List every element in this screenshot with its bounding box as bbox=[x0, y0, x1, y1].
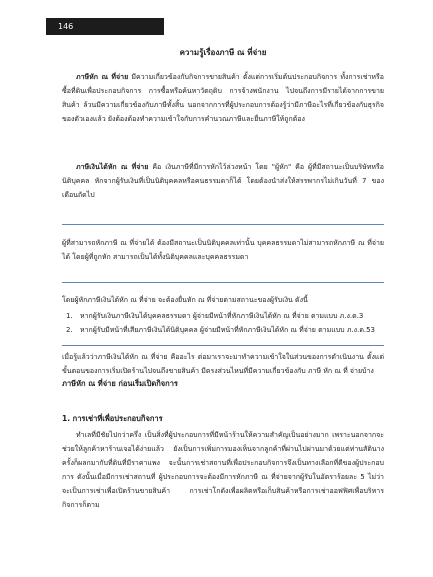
divider-line bbox=[62, 282, 384, 283]
filing-intro: โดยผู้หักภาษีเงินได้หัก ณ ที่จ่าย จะต้องยื่นหัก ณ ที่จ่ายตามสถานะของผู้รับเงิน ดังนี้ bbox=[62, 296, 308, 304]
definition-paragraph bbox=[62, 160, 384, 202]
eligibility-paragraph: ผู้ที่สามารถหักภาษี ณ ที่จ่ายได้ ต้องมีสถานะเป็นนิติบุคคลเท่านั้น บุคคลธรรมดาไม่สามารถหักภาษี ณ ที่จ่ายได้ โดยผู้ที่ถูกหัก สามารถเป็นได้ทั้งนิติบุคคลและบุคคลธรรมดา bbox=[62, 239, 384, 261]
divider-line bbox=[62, 224, 384, 225]
subsection-heading: 1. การเช่าที่เพื่อประกอบกิจการ bbox=[62, 414, 163, 423]
filing-list bbox=[62, 309, 384, 337]
transition-paragraph: เมื่อรู้แล้วว่าภาษีเงินได้หัก ณ ที่จ่าย คืออะไร ต่อมาเราจะมาทำความเข้าใจในส่วนของการดำเนินงาน ตั้งแต่ขั้นตอนของการเริ่มเปิดร้านไปจนถึงขายสินค้า มีตรงส่วนไหนที่มีความเกี่ยวข้องกับ ภาษี หัก ณ ที่ จ่ายบ้าง bbox=[62, 353, 384, 375]
section-heading: ภาษีหัก ณ ที่จ่าย ก่อนเริ่มเปิดกิจการ bbox=[62, 379, 178, 388]
intro-text: มีความเกี่ยวข้องกับกิจการขายสินค้า ตั้งแต่การเริ่มต้นประกอบกิจการ ทั้งการเช่าหรือซื้อที่ดินเพื่อประกอบกิจการ การซื้อหรือค้นหาวัตถุดิบ การจ้างพนักงาน ไปจนถึงการมีรายได้จากการขายสินค้า ล้วนมีความเกี่ยวข้องกับภาษีทั้งสิ้น นอกจากการที่ผู้ประกอบการต้องรู้ว่ามีภาษีอะไรที่เกี่ยวข้องกับธุรกิจของตัวเองแล้ว ยังต้องต้องทำความเข้าใจกับการคำนวณภาษีและยื่นภาษีให้ถูกต้อง bbox=[62, 73, 384, 123]
subsection-paragraph: ทำเลที่มีชัยไปกว่าครึ่ง เป็นสิ่งที่ผู้ประกอบการที่มีหน้าร้านให้ความสำคัญเป็นอย่างมาก เพราะนอกจากจะช่วยให้ลูกค้าหาร้านเจอได้ง่ายแล้ว ยังเป็นการเพิ่มการมองเห็นจากลูกค้าที่ผ่านไปผ่านมาด้วยแต่ท่านสัตินางครั้งก็ผลกมากับที่ดินที่มีราคาแพง จะนั้นการเช่าสถานที่เพื่อประกอบกิจการจึงเป็นทางเลือกที่ดีของผู้ประกอบการ ดังนั้นเมื่อมีการเช่าสถานที่ ผู้ประกอบการจะต้องมีการหักภาษี ณ ที่จ่ายจากผู้รับในอัตราร้อยละ 5 ไม่ว่าจะเป็นการเช่าเพื่อเปิดร้านขายสินค้า การเช่าโกดังเพื่อผลิตหรือเก็บสินค้าหรือการเช่าออฟฟิศเพื่อบริหารกิจการก็ตาม bbox=[62, 431, 384, 509]
list-item: 1. หากผู้รับเงินภาษีเงินได้บุคคลธรรมดา ผู้จ่ายมีหน้าที่หักภาษีเงินได้หัก ณ ที่จ่าย ตามแบบ ภ.ง.ด.3 bbox=[66, 312, 364, 320]
definition-term: ภาษีเงินได้หัก ณ ที่จ่าย bbox=[76, 163, 149, 171]
page-title: ความรู้เรื่องภาษี ณ ที่จ่าย bbox=[179, 48, 267, 57]
page-number-tab bbox=[46, 18, 164, 35]
page-number: 146 bbox=[58, 22, 74, 31]
divider-line bbox=[62, 345, 384, 346]
list-item: 2. หากผู้รับมีหน้าที่เสียภาษีเงินได้นิติบุคคล ผู้จ่ายมีหน้าที่หักภาษีเงินได้หัก ณ ที่จ่าย ตามแบบ ภ.ง.ด.53 bbox=[66, 326, 376, 334]
definition-text: คือ เงินภาษีที่มีการหักไว้ล่วงหน้า โดย "ผู้หัก" คือ ผู้ที่มีสถานะเป็นบริษัทหรือนิติบุคคล หักจากผู้รับเงินที่เป็นนิติบุคคลหรือคนธรรมดาก็ได้ โดยต้องนำส่งให้สรรพากรไม่เกินวันที่ 7 ของเดือนถัดไป bbox=[62, 163, 384, 199]
intro-term: ภาษีหัก ณ ที่จ่าย bbox=[76, 73, 129, 81]
intro-paragraph bbox=[62, 70, 384, 126]
